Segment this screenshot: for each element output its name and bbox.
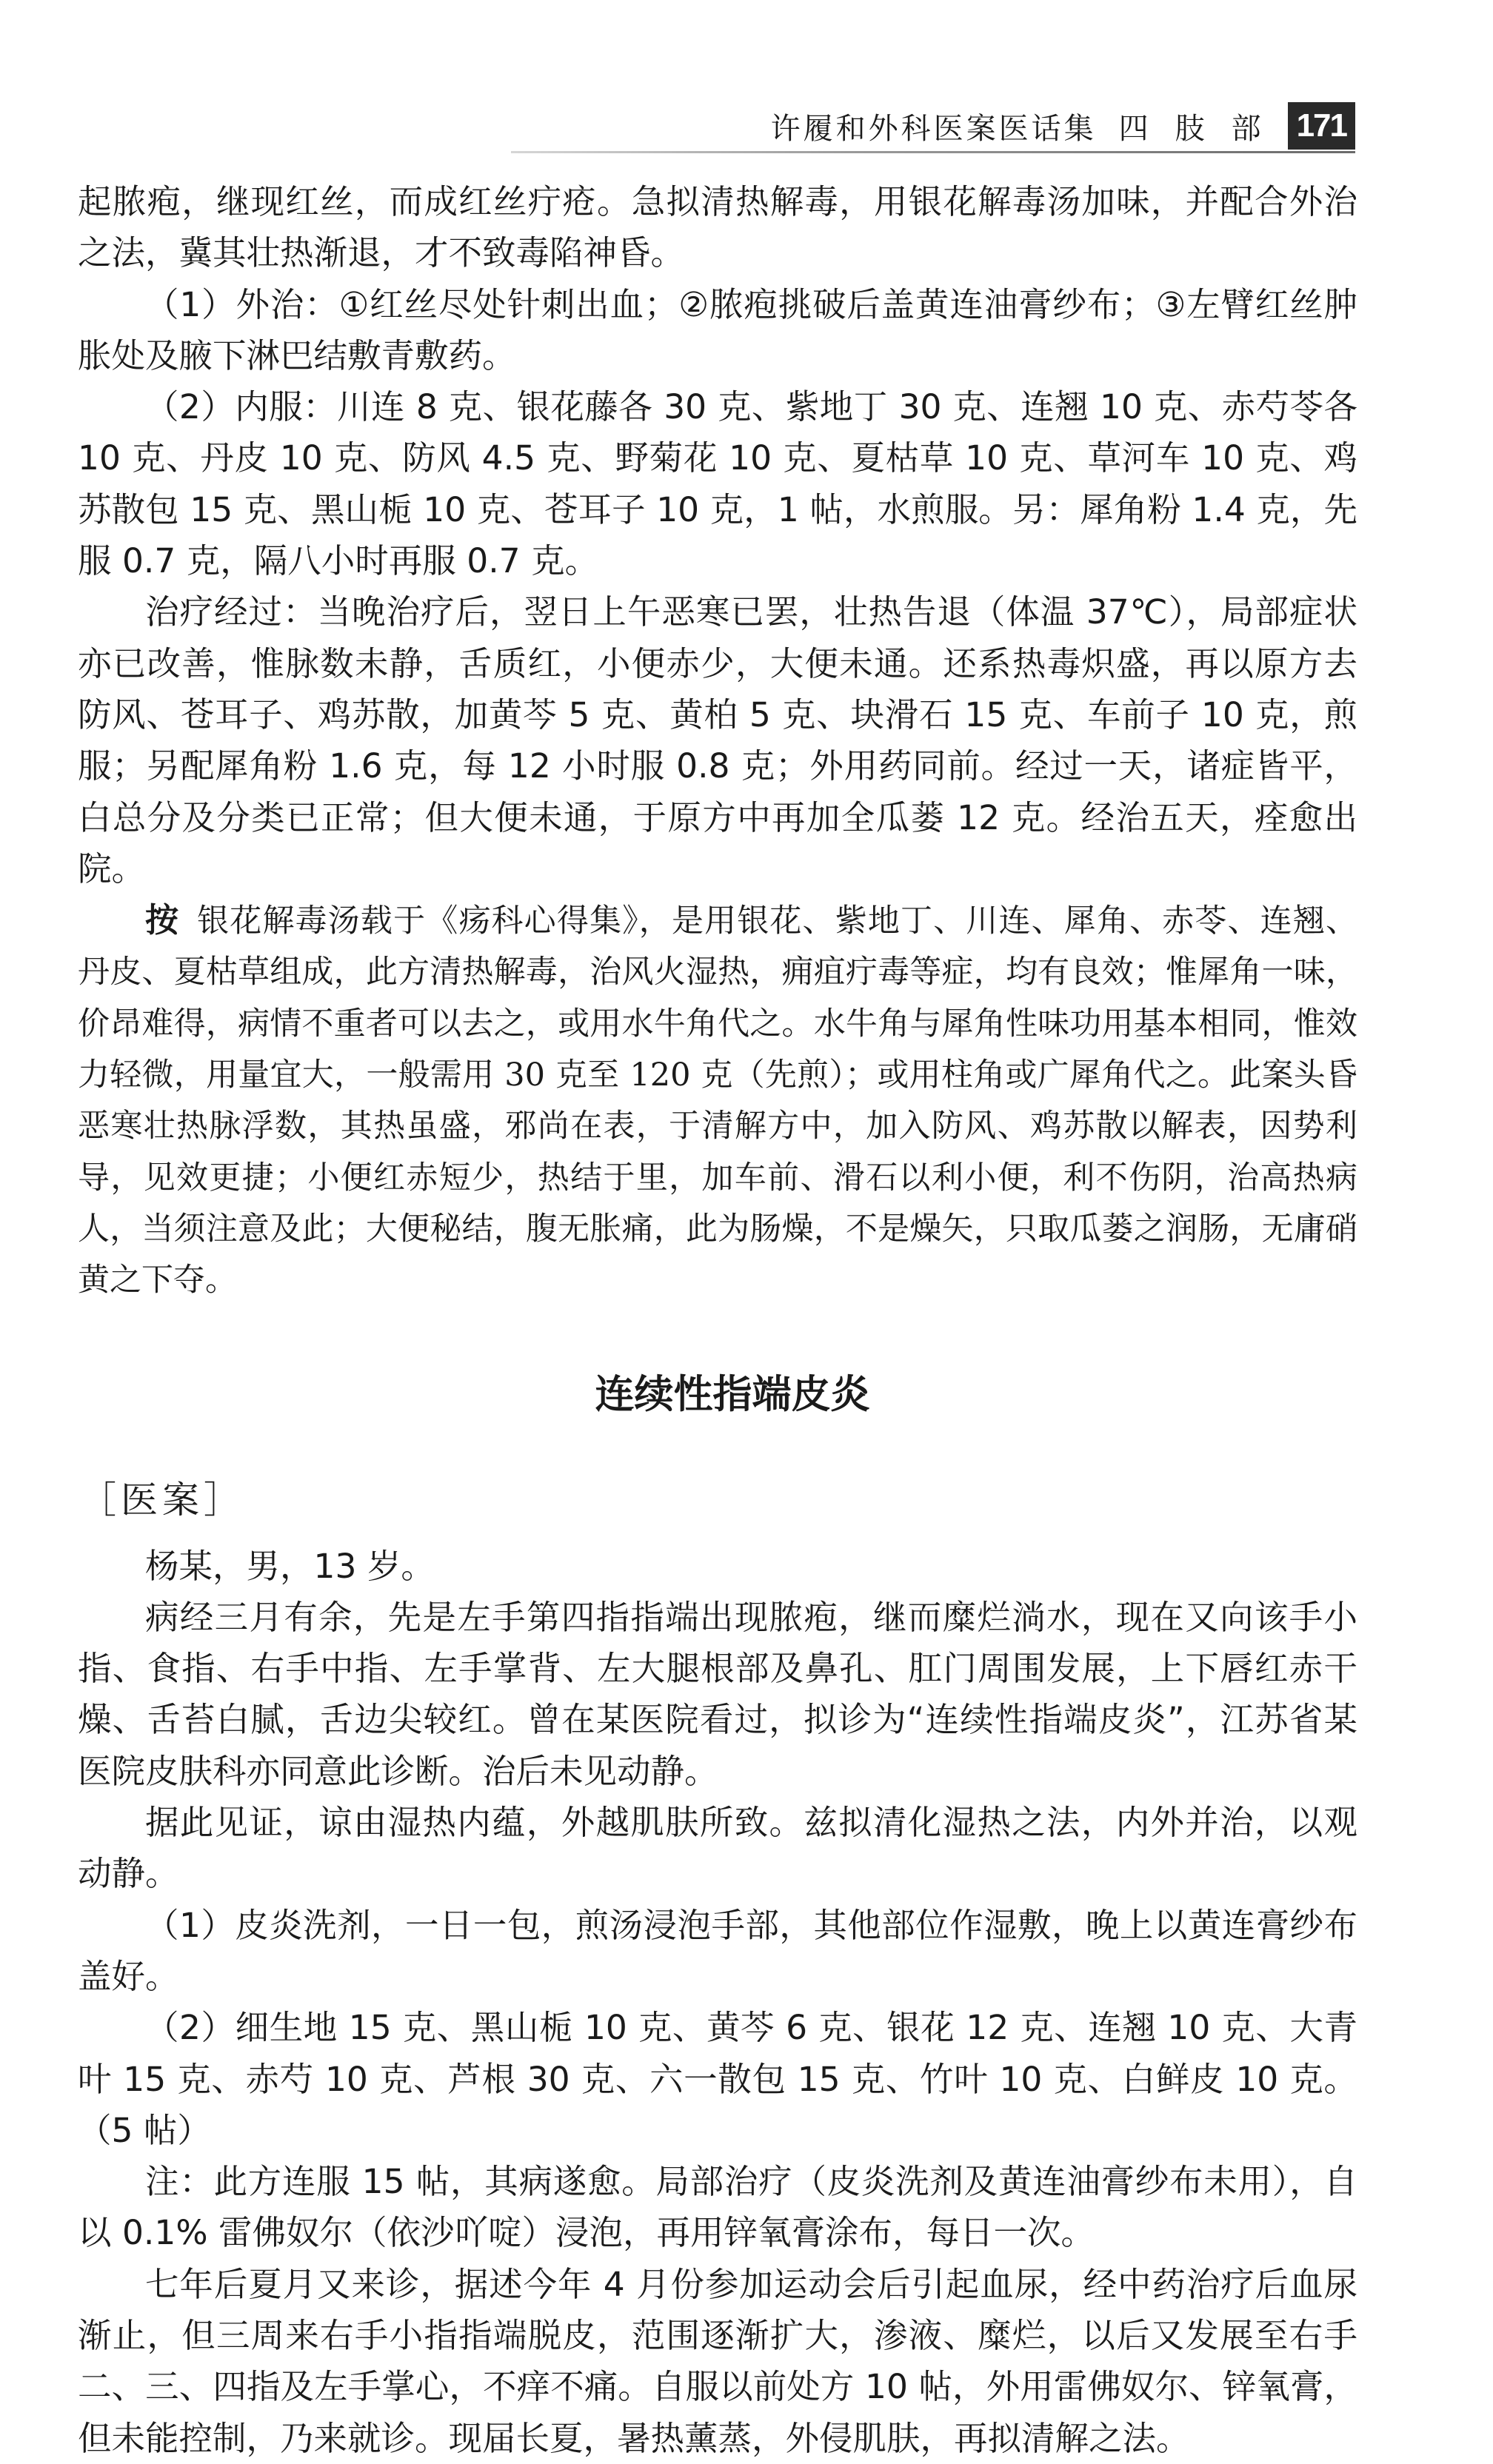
commentary-paragraph: [78, 894, 1357, 1306]
paragraph: （1）外治：①红丝尽处针刺出血；②脓疱挑破后盖黄连油膏纱布；③左臂红丝肿胀处及腋下淋巴结敷青敷药。: [78, 284, 1357, 375]
case-paragraph: 据此见证，谅由湿热内蕴，外越肌肤所致。兹拟清化湿热之法，内外并治，以观动静。: [78, 1803, 1357, 1894]
case-label: ［医案］: [79, 1478, 245, 1521]
case-paragraph: 注：此方连服 15 帖，其病遂愈。局部治疗（皮炎洗剂及黄连油膏纱布未用），自以 0.1% 雷佛奴尔（依沙吖啶）浸泡，再用锌氧膏涂布，每日一次。: [78, 2162, 1357, 2253]
case-paragraph: 病经三月有余，先是左手第四指指端出现脓疱，继而糜烂淌水，现在又向该手小指、食指、右手中指、左手掌背、左大腿根部及鼻孔、肛门周围发展，上下唇红赤干燥、舌苔白腻，舌边尖较红。曾在某医院看过，拟诊为“连续性指端皮炎”，江苏省某医院皮肤科亦同意此诊断。治后未见动静。: [78, 1597, 1357, 1791]
commentary-lead: 按: [145, 900, 180, 940]
paragraph: 治疗经过：当晚治疗后，翌日上午恶寒已罢，壮热告退（体温 37℃），局部症状亦已改善，惟脉数未静，舌质红，小便赤少，大便未通。还系热毒炽盛，再以原方去防风、苍耳子、鸡苏散，加黄芩 5 克、黄柏 5 克、块滑石 15 克、车前子 10 克，煎服；另配犀角粉 1.6 克，每 12 小时服 0.8 克；外用药同前。经过一天，诸症皆平，白总分及分类已正常；但大便未通，于原方中再加全瓜蒌 12 克。经治五天，痊愈出院。: [78, 592, 1357, 888]
case-paragraph: 杨某，男，13 岁。: [145, 1546, 435, 1586]
case-paragraph: （2）细生地 15 克、黑山栀 10 克、黄芩 6 克、银花 12 克、连翘 10 克、大青叶 15 克、赤芍 10 克、芦根 30 克、六一散包 15 克、竹叶 10 克、白鲜皮 10 克。（5 帖）: [78, 2008, 1357, 2150]
running-title: 许履和外科医案医话集: [770, 111, 1097, 146]
section-title: 连续性指端皮炎: [595, 1371, 870, 1417]
paragraph: 起脓疱，继现红丝，而成红丝疔疮。急拟清热解毒，用银花解毒汤加味，并配合外治之法，冀其壮热渐退，才不致毒陷神昏。: [78, 182, 1357, 273]
case-paragraph: （1）皮炎洗剂，一日一包，煎汤浸泡手部，其他部位作湿敷，晚上以黄连膏纱布盖好。: [78, 1905, 1357, 1996]
paragraph: （2）内服：川连 8 克、银花藤各 30 克、紫地丁 30 克、连翘 10 克、赤芍苓各 10 克、丹皮 10 克、防风 4.5 克、野菊花 10 克、夏枯草 10 克、草河车 10 克、鸡苏散包 15 克、黑山栀 10 克、苍耳子 10 克，1 帖，水煎服。另：犀角粉 1.4 克，先服 0.7 克，隔八小时再服 0.7 克。: [78, 387, 1357, 581]
page-number: 171: [1288, 102, 1355, 150]
section-label: 四肢部: [1118, 111, 1288, 146]
commentary-text: 银花解毒汤载于《疡科心得集》，是用银花、紫地丁、川连、犀角、赤苓、连翘、丹皮、夏枯草组成，此方清热解毒，治风火湿热，痈疽疔毒等症，均有良效；惟犀角一味，价昂难得，病情不重者可以去之，或用水牛角代之。水牛角与犀角性味功用基本相同，惟效力轻微，用量宜大，一般需用 30 克至 120 克（先煎）；或用柱角或广犀角代之。此案头昏恶寒壮热脉浮数，其热虽盛，邪尚在表，于清解方中，加入防风、鸡苏散以解表，因势利导，见效更捷；小便红赤短少，热结于里，加车前、滑石以利小便，利不伤阴，治高热病人，当须注意及此；大便秘结，腹无胀痛，此为肠燥，不是燥矢，只取瓜蒌之润肠，无庸硝黄之下夺。: [78, 903, 1357, 1299]
case-paragraphs: [78, 1541, 1357, 2464]
page-body: [78, 176, 1357, 2464]
case-paragraph: 七年后夏月又来诊，据述今年 4 月份参加运动会后引起血尿，经中药治疗后血尿渐止，但三周来右手小指指端脱皮，范围逐渐扩大，渗液、糜烂，以后又发展至右手二、三、四指及左手掌心，不痒不痛。自服以前处方 10 帖，外用雷佛奴尔、锌氧膏，但未能控制，乃来就诊。现届长夏，暑热薰蒸，外侵肌肤，再拟清解之法。: [78, 2264, 1357, 2458]
header-rule: [511, 151, 1355, 153]
page-header: [771, 102, 1355, 150]
